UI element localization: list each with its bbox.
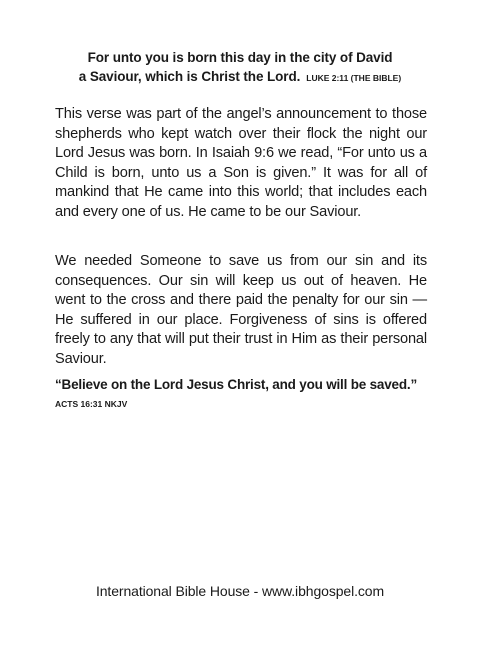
body-paragraph-2: We needed Someone to save us from our sin and its consequences. Our sin will keep us out of heaven. He went to the cross and there paid the penalty for our sin — He suffered in our place. Forgiveness of sins is offered freely to any that will put their trust in Him as their personal Saviour. bbox=[55, 253, 427, 367]
header-verse-line-2-text: a Saviour, which is Christ the Lord. bbox=[78, 69, 301, 84]
header-verse bbox=[0, 48, 480, 88]
header-verse-line-2 bbox=[0, 67, 480, 88]
footer-publisher: International Bible House - www.ibhgospel.com bbox=[95, 583, 385, 599]
header-verse-line-1: For unto you is born this day in the city of David bbox=[87, 50, 393, 65]
closing-quote: “Believe on the Lord Jesus Christ, and you will be saved.” bbox=[55, 377, 417, 392]
body-paragraph-1: This verse was part of the angel’s announcement to those shepherds who kept watch over their flock the night our Lord Jesus was born. In Isaiah 9:6 we read, “For unto us a Child is born, unto us a Son is given.” It was for all of mankind that He came into this world; that includes each and every one of us. He came to be our Saviour. bbox=[55, 106, 427, 220]
closing-quote-reference: ACTS 16:31 NKJV bbox=[55, 399, 128, 409]
header-verse-reference: LUKE 2:11 (THE BIBLE) bbox=[306, 73, 402, 83]
